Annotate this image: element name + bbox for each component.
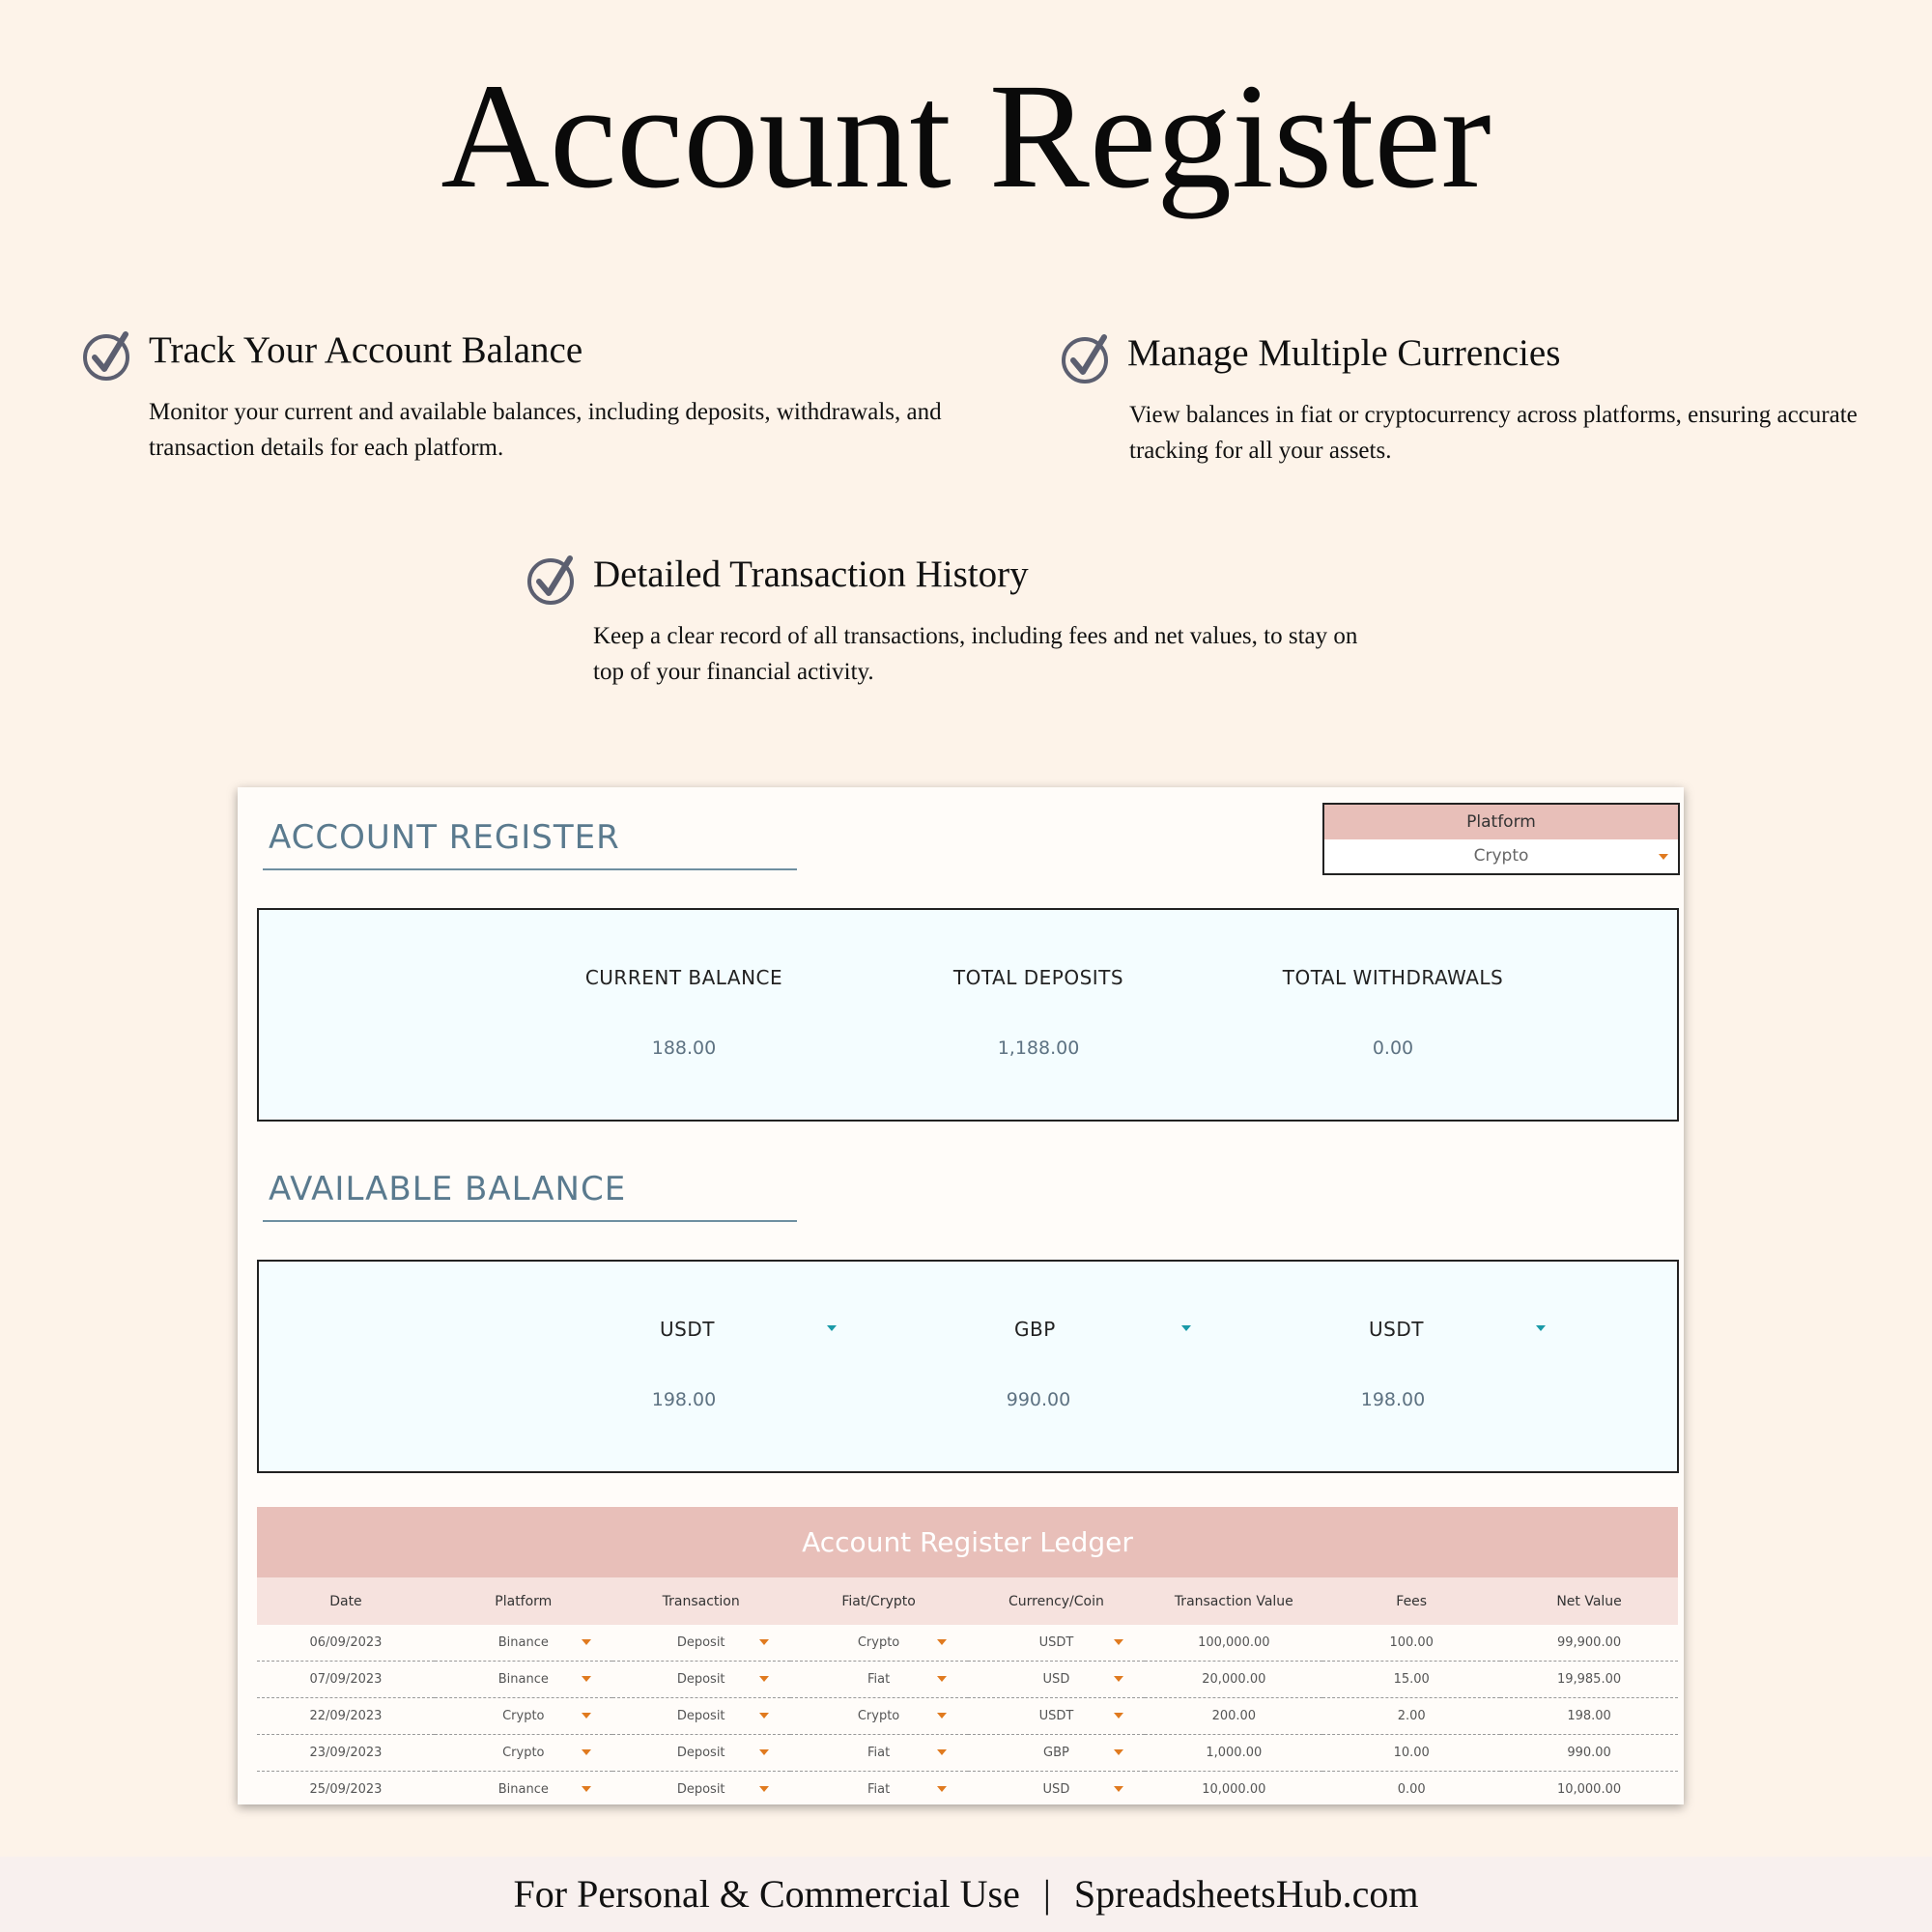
column-header: Fiat/Crypto: [790, 1577, 968, 1625]
cell-value: 06/09/2023: [309, 1635, 383, 1650]
dropdown-arrow-icon[interactable]: [937, 1786, 947, 1792]
cell-value: Deposit: [676, 1635, 725, 1650]
cell-value: 198.00: [1567, 1709, 1611, 1723]
cell-value: USDT: [1038, 1709, 1074, 1723]
cell-value: 10,000.00: [1556, 1782, 1622, 1797]
available-currency-1[interactable]: [539, 1318, 829, 1410]
dropdown-arrow-icon[interactable]: [759, 1749, 769, 1755]
available-balance-heading: AVAILABLE BALANCE: [263, 1170, 797, 1222]
footer: [0, 1857, 1932, 1932]
currency-code: USDT: [1369, 1318, 1424, 1341]
date-cell: [257, 1735, 435, 1772]
feature-text: Keep a clear record of all transactions, including fees and net values, to stay on top of your financial activity.: [593, 623, 1358, 685]
fees-cell: [1322, 1772, 1500, 1805]
cell-value: USD: [1042, 1782, 1070, 1797]
metric-value: 1,188.00: [997, 1037, 1080, 1059]
cell-value: Fiat: [867, 1672, 891, 1687]
ledger-header-row: [257, 1577, 1678, 1625]
dropdown-arrow-icon[interactable]: [1536, 1325, 1546, 1331]
platform-cell[interactable]: [435, 1772, 612, 1805]
table-row: [257, 1735, 1678, 1772]
platform-selector[interactable]: [1322, 803, 1680, 875]
cell-value: Binance: [497, 1672, 549, 1687]
cell-value: 2.00: [1397, 1709, 1426, 1723]
cell-value: 99,900.00: [1556, 1635, 1622, 1650]
platform-cell[interactable]: [435, 1698, 612, 1735]
transaction-cell[interactable]: [612, 1735, 790, 1772]
transaction-cell[interactable]: [612, 1772, 790, 1805]
dropdown-arrow-icon[interactable]: [1114, 1749, 1123, 1755]
currency-balance: 990.00: [1006, 1389, 1071, 1410]
dropdown-arrow-icon[interactable]: [1114, 1713, 1123, 1719]
dropdown-arrow-icon[interactable]: [827, 1325, 837, 1331]
page-title: Account Register: [440, 52, 1492, 219]
cell-value: Crypto: [857, 1635, 900, 1650]
transaction-cell[interactable]: [612, 1662, 790, 1698]
cell-value: Crypto: [502, 1709, 545, 1723]
currency-balance: 198.00: [651, 1389, 717, 1410]
currency-cell[interactable]: [968, 1772, 1146, 1805]
dropdown-arrow-icon[interactable]: [759, 1676, 769, 1682]
ledger-body: [257, 1625, 1678, 1804]
dropdown-arrow-icon[interactable]: [582, 1639, 591, 1645]
date-cell: [257, 1772, 435, 1805]
fiat-crypto-cell[interactable]: [790, 1625, 968, 1662]
fees-cell: [1322, 1662, 1500, 1698]
fiat-crypto-cell[interactable]: [790, 1735, 968, 1772]
date-cell: [257, 1625, 435, 1662]
column-header: Date: [257, 1577, 435, 1625]
metric-label: TOTAL WITHDRAWALS: [1282, 966, 1504, 989]
currency-code: USDT: [660, 1318, 715, 1341]
available-currency-3[interactable]: [1248, 1318, 1538, 1410]
platform-dropdown[interactable]: [1324, 839, 1678, 873]
cell-value: USD: [1042, 1672, 1070, 1687]
dropdown-arrow-icon[interactable]: [1114, 1786, 1123, 1792]
ledger-title: Account Register Ledger: [257, 1507, 1678, 1577]
transaction-value-cell: [1145, 1662, 1322, 1698]
feature-text: Monitor your current and available balances, including deposits, withdrawals, and transaction details for each platform.: [149, 399, 942, 461]
footer-separator: |: [1042, 1872, 1051, 1916]
dropdown-arrow-icon[interactable]: [759, 1713, 769, 1719]
feature-title: Detailed Transaction History: [593, 554, 1029, 595]
dropdown-arrow-icon[interactable]: [759, 1786, 769, 1792]
metric-value: 188.00: [651, 1037, 717, 1059]
transaction-cell[interactable]: [612, 1625, 790, 1662]
total-deposits: [894, 966, 1183, 1059]
column-header: Platform: [435, 1577, 612, 1625]
fees-cell: [1322, 1735, 1500, 1772]
cell-value: USDT: [1038, 1635, 1074, 1650]
cell-value: 1,000.00: [1206, 1746, 1263, 1760]
metric-value: 0.00: [1372, 1037, 1414, 1059]
available-balance-panel: [257, 1260, 1679, 1473]
dropdown-arrow-icon[interactable]: [937, 1749, 947, 1755]
cell-value: 15.00: [1393, 1672, 1430, 1687]
cell-value: 23/09/2023: [309, 1746, 383, 1760]
dropdown-arrow-icon[interactable]: [582, 1676, 591, 1682]
account-register-heading: ACCOUNT REGISTER: [263, 818, 797, 870]
platform-cell[interactable]: [435, 1625, 612, 1662]
column-header: Transaction Value: [1145, 1577, 1322, 1625]
metric-label: CURRENT BALANCE: [584, 966, 783, 989]
table-row: [257, 1772, 1678, 1805]
fiat-crypto-cell[interactable]: [790, 1698, 968, 1735]
dropdown-arrow-icon[interactable]: [582, 1713, 591, 1719]
date-cell: [257, 1662, 435, 1698]
cell-value: Deposit: [676, 1782, 725, 1797]
net-value-cell: [1500, 1625, 1678, 1662]
metric-label: TOTAL DEPOSITS: [952, 966, 1124, 989]
dropdown-arrow-icon[interactable]: [937, 1639, 947, 1645]
net-value-cell: [1500, 1698, 1678, 1735]
current-balance: [539, 966, 829, 1059]
cell-value: 990.00: [1567, 1746, 1611, 1760]
cell-value: Fiat: [867, 1746, 891, 1760]
column-header: Fees: [1322, 1577, 1500, 1625]
dropdown-arrow-icon[interactable]: [582, 1749, 591, 1755]
transaction-cell[interactable]: [612, 1698, 790, 1735]
fiat-crypto-cell[interactable]: [790, 1662, 968, 1698]
dropdown-arrow-icon[interactable]: [582, 1786, 591, 1792]
currency-cell[interactable]: [968, 1735, 1146, 1772]
footer-usage: For Personal & Commercial Use: [513, 1872, 1020, 1916]
fees-cell: [1322, 1625, 1500, 1662]
cell-value: 07/09/2023: [309, 1672, 383, 1687]
feature-title: Manage Multiple Currencies: [1127, 332, 1561, 374]
date-cell: [257, 1698, 435, 1735]
currency-balance: 198.00: [1360, 1389, 1426, 1410]
net-value-cell: [1500, 1772, 1678, 1805]
platform-cell[interactable]: [435, 1662, 612, 1698]
net-value-cell: [1500, 1735, 1678, 1772]
check-circle-icon: [81, 328, 135, 383]
cell-value: Crypto: [502, 1746, 545, 1760]
cell-value: GBP: [1043, 1746, 1069, 1760]
cell-value: 19,985.00: [1556, 1672, 1622, 1687]
cell-value: 10.00: [1393, 1746, 1430, 1760]
table-row: [257, 1625, 1678, 1662]
table-row: [257, 1662, 1678, 1698]
dropdown-arrow-icon[interactable]: [1114, 1676, 1123, 1682]
platform-value: Crypto: [1473, 846, 1529, 866]
dropdown-arrow-icon[interactable]: [1659, 854, 1668, 860]
transaction-value-cell: [1145, 1625, 1322, 1662]
dropdown-arrow-icon[interactable]: [1114, 1639, 1123, 1645]
balance-summary-panel: [257, 908, 1679, 1122]
cell-value: 200.00: [1211, 1709, 1257, 1723]
cell-value: Deposit: [676, 1746, 725, 1760]
dropdown-arrow-icon[interactable]: [937, 1676, 947, 1682]
table-row: [257, 1698, 1678, 1735]
feature-text: View balances in fiat or cryptocurrency across platforms, ensuring accurate tracking for all your assets.: [1129, 402, 1858, 464]
footer-site: SpreadsheetsHub.com: [1073, 1872, 1419, 1916]
total-withdrawals: [1248, 966, 1538, 1059]
cell-value: Crypto: [857, 1709, 900, 1723]
transaction-value-cell: [1145, 1698, 1322, 1735]
available-currency-2[interactable]: [894, 1318, 1183, 1410]
dropdown-arrow-icon[interactable]: [1181, 1325, 1191, 1331]
cell-value: 0.00: [1397, 1782, 1426, 1797]
column-header: Transaction: [612, 1577, 790, 1625]
transaction-value-cell: [1145, 1735, 1322, 1772]
cell-value: 100.00: [1389, 1635, 1434, 1650]
column-header: Net Value: [1500, 1577, 1678, 1625]
currency-cell[interactable]: [968, 1625, 1146, 1662]
cell-value: 25/09/2023: [309, 1782, 383, 1797]
cell-value: Fiat: [867, 1782, 891, 1797]
cell-value: 22/09/2023: [309, 1709, 383, 1723]
account-register-ledger: [257, 1507, 1678, 1804]
column-header: Currency/Coin: [968, 1577, 1146, 1625]
feature-title: Track Your Account Balance: [149, 329, 583, 371]
cell-value: Deposit: [676, 1709, 725, 1723]
dropdown-arrow-icon[interactable]: [937, 1713, 947, 1719]
currency-code: GBP: [1014, 1318, 1056, 1341]
transaction-value-cell: [1145, 1772, 1322, 1805]
platform-cell[interactable]: [435, 1735, 612, 1772]
fiat-crypto-cell[interactable]: [790, 1772, 968, 1805]
cell-value: Binance: [497, 1635, 549, 1650]
cell-value: 100,000.00: [1198, 1635, 1270, 1650]
cell-value: Deposit: [676, 1672, 725, 1687]
check-circle-icon: [526, 553, 580, 607]
currency-cell[interactable]: [968, 1698, 1146, 1735]
currency-cell[interactable]: [968, 1662, 1146, 1698]
cell-value: Binance: [497, 1782, 549, 1797]
fees-cell: [1322, 1698, 1500, 1735]
net-value-cell: [1500, 1662, 1678, 1698]
platform-label: Platform: [1324, 805, 1678, 839]
dropdown-arrow-icon[interactable]: [759, 1639, 769, 1645]
spreadsheet-preview: [238, 787, 1684, 1804]
cell-value: 10,000.00: [1202, 1782, 1266, 1797]
check-circle-icon: [1060, 331, 1114, 385]
ledger-table: [257, 1577, 1678, 1804]
cell-value: 20,000.00: [1202, 1672, 1266, 1687]
